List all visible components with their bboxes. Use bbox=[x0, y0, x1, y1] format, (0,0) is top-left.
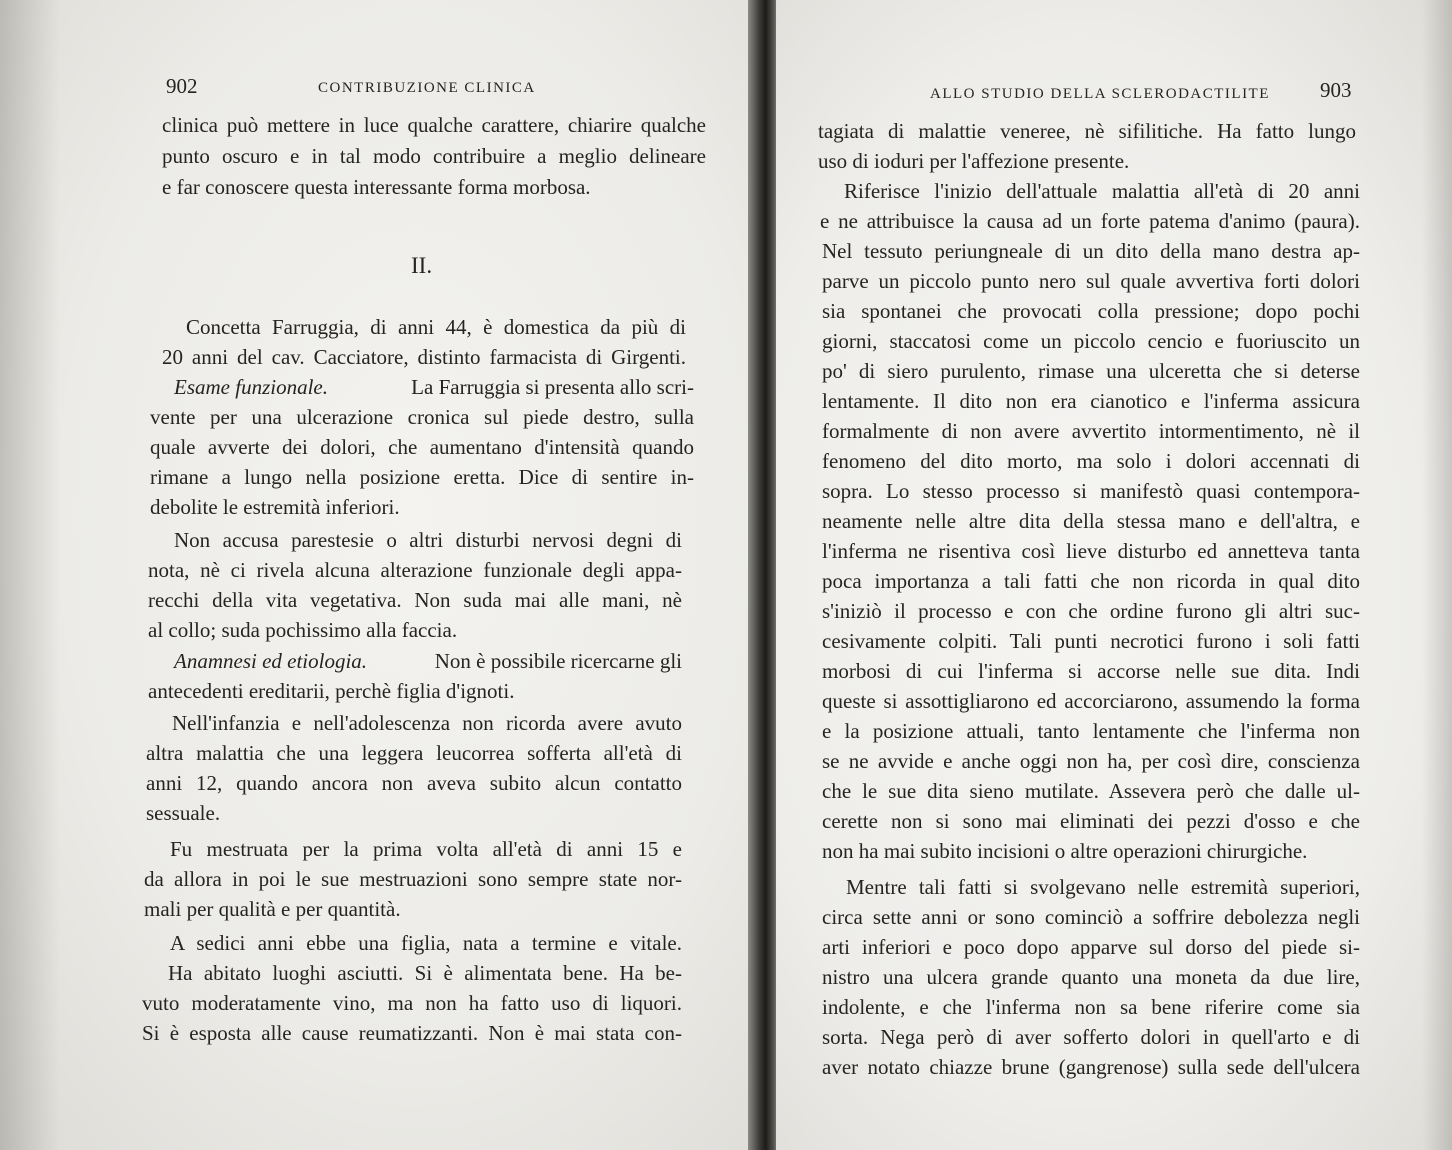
text-line: altra malattia che una leggera leucorrea sofferta all'età di bbox=[146, 741, 682, 765]
text-line: rimane a lungo nella posizione eretta. Dice di sentire in- bbox=[150, 465, 694, 489]
text-segment: La Farruggia si presenta allo scri- bbox=[411, 375, 694, 399]
text-line: fenomeno del dito morto, ma solo i dolori accennati di bbox=[822, 449, 1360, 473]
text-line: Fu mestruata per la prima volta all'età di anni 15 e bbox=[170, 837, 682, 861]
text-line: non ha mai subito incisioni o altre operazioni chirurgiche. bbox=[822, 839, 1308, 863]
text-line: quale avverte dei dolori, che aumentano d'intensità quando bbox=[150, 435, 694, 459]
text-line: cerette non si sono mai eliminati dei pezzi d'osso e che bbox=[822, 809, 1360, 833]
section-heading: II. bbox=[411, 253, 433, 278]
text-line: al collo; suda pochissimo alla faccia. bbox=[148, 618, 458, 642]
text-line: sessuale. bbox=[146, 801, 221, 825]
text-line: sia spontanei che provocati colla pressione; dopo pochi bbox=[822, 299, 1360, 323]
running-head: CONTRIBUZIONE CLINICA bbox=[318, 80, 536, 96]
text-line: mali per qualità e per quantità. bbox=[144, 897, 401, 921]
text-line: uso di ioduri per l'affezione presente. bbox=[818, 149, 1130, 173]
text-line: po' di siero purulento, rimase una ulceretta che si deterse bbox=[822, 359, 1360, 383]
text-line: punto oscuro e in tal modo contribuire a meglio delineare bbox=[162, 144, 706, 168]
text-line: Non accusa parestesie o altri disturbi nervosi degni di bbox=[174, 528, 682, 552]
text-line: e ne attribuisce la causa ad un forte patema d'animo (paura). bbox=[820, 209, 1360, 233]
text-line: lentamente. Il dito non era cianotico e l'inferma assicura bbox=[822, 389, 1360, 413]
text-line: Nel tessuto periungneale di un dito della mano destra ap- bbox=[822, 239, 1360, 263]
text-line: A sedici anni ebbe una figlia, nata a termine e vitale. bbox=[170, 931, 682, 955]
text-line: clinica può mettere in luce qualche carattere, chiarire qualche bbox=[162, 113, 706, 137]
italic-lead: Esame funzionale. bbox=[174, 375, 328, 399]
text-line: giorni, staccatosi come un piccolo cencio e fuoriuscito un bbox=[822, 329, 1360, 353]
text-line: l'inferma ne risentiva così lieve disturbo ed annetteva tanta bbox=[822, 539, 1360, 563]
text-line: Ha abitato luoghi asciutti. Si è alimentata bene. Ha be- bbox=[168, 961, 682, 985]
text-line: vente per una ulcerazione cronica sul piede destro, sulla bbox=[150, 405, 694, 429]
text-line: 20 anni del cav. Cacciatore, distinto farmacista di Girgenti. bbox=[162, 345, 686, 369]
text-line: se ne avvide e anche oggi non ha, per così dire, conscienza bbox=[822, 749, 1360, 773]
text-line: parve un piccolo punto nero sul quale avvertiva forti dolori bbox=[822, 269, 1360, 293]
text-segment: Non è possibile ricercarne gli bbox=[434, 649, 682, 673]
text-line: Mentre tali fatti si svolgevano nelle estremità superiori, bbox=[846, 875, 1360, 899]
text-line: nistro una ulcera grande quanto una moneta da due lire, bbox=[822, 965, 1360, 989]
italic-lead: Anamnesi ed etiologia. bbox=[174, 649, 368, 673]
text-line: indolente, e che l'inferma non sa bene riferire come sia bbox=[822, 995, 1360, 1019]
text-line: che le sue dita sieno mutilate. Assevera però che dalle ul- bbox=[822, 779, 1360, 803]
text-line: Nell'infanzia e nell'adolescenza non ricorda avere avuto bbox=[172, 711, 682, 735]
text-line bbox=[174, 374, 694, 400]
text-line: sopra. Lo stesso processo si manifestò quasi contempora- bbox=[822, 479, 1360, 503]
page-edge-shadow bbox=[1422, 0, 1452, 1150]
running-head: ALLO STUDIO DELLA SCLERODACTILITE bbox=[930, 86, 1270, 102]
page-edge-shadow bbox=[0, 0, 60, 1150]
text-line: morbosi di cui l'inferma si accorse nelle sue dita. Indi bbox=[822, 659, 1360, 683]
text-line: tagiata di malattie veneree, nè sifilitiche. Ha fatto lungo bbox=[818, 119, 1356, 143]
page-number: 903 bbox=[1320, 78, 1352, 102]
text-line: arti inferiori e poco dopo apparve sul dorso del piede si- bbox=[822, 935, 1360, 959]
text-line: Concetta Farruggia, di anni 44, è domestica da più di bbox=[186, 315, 686, 339]
text-line: Si è esposta alle cause reumatizzanti. Non è mai stata con- bbox=[142, 1021, 682, 1045]
text-line: vuto moderatamente vino, ma non ha fatto uso di liquori. bbox=[142, 991, 682, 1015]
text-line: cesivamente colpiti. Tali punti necrotici furono i soli fatti bbox=[822, 629, 1360, 653]
text-line: debolite le estremità inferiori. bbox=[150, 495, 400, 519]
text-line: formalmente di non avere avvertito intormentimento, nè il bbox=[822, 419, 1360, 443]
text-line: circa sette anni or sono cominciò a soffrire debolezza negli bbox=[822, 905, 1360, 929]
text-line: e la posizione attuali, tanto lentamente che l'inferma non bbox=[822, 719, 1360, 743]
text-line: Riferisce l'inizio dell'attuale malattia all'età di 20 anni bbox=[844, 179, 1360, 203]
text-line: e far conoscere questa interessante forma morbosa. bbox=[162, 175, 591, 199]
right-page bbox=[776, 0, 1452, 1150]
text-line: nota, nè ci rivela alcuna alterazione funzionale degli appa- bbox=[148, 558, 682, 582]
page-number: 902 bbox=[166, 74, 198, 98]
text-line bbox=[174, 648, 682, 674]
text-line: aver notato chiazze brune (gangrenose) sulla sede dell'ulcera bbox=[822, 1055, 1360, 1079]
text-line: sorta. Nega però di aver sofferto dolori in quell'arto e di bbox=[822, 1025, 1360, 1049]
text-line: anni 12, quando ancora non aveva subito alcun contatto bbox=[146, 771, 682, 795]
text-line: da allora in poi le sue mestruazioni sono sempre state nor- bbox=[144, 867, 682, 891]
text-line: s'iniziò il processo e con che ordine furono gli altri suc- bbox=[822, 599, 1360, 623]
text-line: poca importanza a tali fatti che non ricorda in qual dito bbox=[822, 569, 1360, 593]
text-line: neamente nelle altre dita della stessa mano e dell'altra, e bbox=[822, 509, 1360, 533]
text-line: queste si assottigliarono ed accorciarono, assumendo la forma bbox=[822, 689, 1360, 713]
text-line: recchi della vita vegetativa. Non suda mai alle mani, nè bbox=[148, 588, 682, 612]
text-line: antecedenti ereditarii, perchè figlia d'ignoti. bbox=[148, 679, 515, 703]
